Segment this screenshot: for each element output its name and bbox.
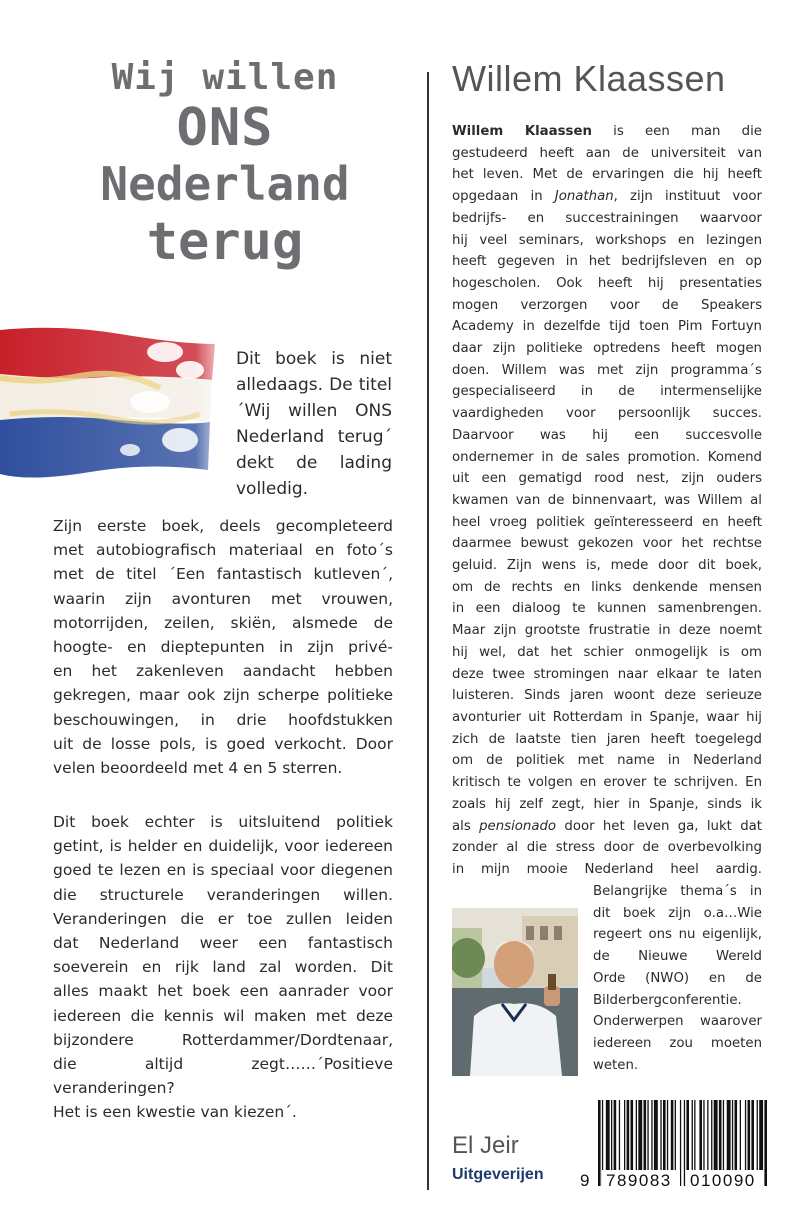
barcode-bar — [719, 1100, 722, 1172]
bio-line: heeft gegeven in het bedrijfsleven en op — [452, 254, 762, 270]
publisher-subtitle: Uitgeverijen — [452, 1166, 544, 1183]
barcode-bar — [727, 1100, 731, 1172]
barcode-bar — [624, 1100, 625, 1172]
barcode-bar — [598, 1100, 601, 1186]
bio-line: heel vroeg politiek geïnteresseerd en heeft — [452, 514, 762, 530]
paragraph-line: hoogte- en dieptepunten in zijn privé- — [53, 638, 393, 657]
barcode-bar — [663, 1100, 666, 1172]
bio-line — [452, 816, 762, 838]
barcode-bar — [631, 1100, 634, 1172]
bio-text: door het leven ga, lukt dat — [556, 818, 762, 834]
barcode-bar — [759, 1100, 763, 1172]
barcode-bar — [714, 1100, 718, 1172]
bio-text: als — [452, 818, 480, 834]
author-bio — [452, 121, 762, 881]
bio-line: daarmee bewust gekozen voor het rechtse — [452, 536, 762, 552]
barcode-bar — [651, 1100, 652, 1172]
themes-text — [593, 881, 762, 1076]
title-line-2: ONS — [176, 98, 274, 158]
bio-line: zonder al die stress door de overbevolking — [452, 840, 762, 856]
barcode-bar — [680, 1100, 681, 1186]
bio-line: bedrijfs- en succestrainingen waarvoor — [452, 210, 762, 226]
themes-line: de Nieuwe Wereld — [593, 949, 762, 965]
bio-line: vaardigheden voor persoonlijk succes. — [452, 406, 762, 422]
paragraph-line: gekregen, maar ook zijn scherpe politieke — [53, 686, 393, 705]
barcode-digits-left: 789083 — [606, 1171, 672, 1190]
bio-line — [452, 186, 762, 208]
bio-line: luisteren. Sinds jaren woont deze serieuze — [452, 688, 762, 704]
barcode-bar — [723, 1100, 724, 1172]
barcode-bar — [757, 1100, 758, 1172]
barcode-bar — [745, 1100, 746, 1172]
bio-line: doen. Willem was met zijn programma´s — [452, 362, 762, 378]
bio-line: uit een gematigd rood nest, zijn ouders — [452, 471, 762, 487]
paragraph-line: motorrijden, zeilen, skiën, alsmede de — [53, 613, 393, 632]
bio-line: hij wel, dat het schier onmogelijk is om — [452, 644, 762, 660]
bio-line: hogescholen. Ook heeft hij presentaties — [452, 275, 762, 291]
barcode-bar — [606, 1100, 610, 1172]
paragraph-line: goed te lezen en is speciaal voor diegenen — [53, 861, 393, 880]
paragraph-line: Dit boek echter is uitsluitend politiek — [53, 813, 393, 831]
barcode-bar — [638, 1100, 642, 1172]
barcode-bar — [675, 1100, 676, 1172]
bio-text: , zijn instituut voor — [613, 189, 762, 205]
paragraph-line: velen beoordeeld met 4 en 5 sterren. — [53, 759, 343, 778]
barcode-bar — [699, 1100, 702, 1172]
barcode-bar — [764, 1100, 767, 1186]
bio-line — [452, 121, 762, 143]
isbn-barcode — [576, 1100, 776, 1192]
barcode-bar — [660, 1100, 661, 1172]
bio-line: Maar zijn grootste frustratie in deze noemt — [452, 623, 762, 639]
paragraph-line: Veranderingen die er toe zullen leiden — [53, 909, 393, 928]
barcode-bar — [740, 1100, 741, 1172]
barcode-bar — [684, 1100, 685, 1186]
paragraph-this-book — [53, 810, 393, 1125]
bio-line: het leven. Met de ervaringen die hij heeft — [452, 167, 762, 183]
bio-line: deze twee stromingen naar elkaar te laten — [452, 666, 762, 682]
paragraph-line: met autobiografisch materiaal en foto´s — [53, 541, 393, 560]
barcode-bar — [735, 1100, 738, 1172]
paragraph-line: getint, is helder en duidelijk, voor iedereen — [53, 837, 393, 856]
barcode-digits-right: 010090 — [690, 1171, 756, 1190]
barcode-bar — [654, 1100, 658, 1172]
paragraph-line: alles maakt het boek een aanrader voor — [53, 982, 393, 1001]
bio-line: in een dialoog te kunnen samenbrengen. — [452, 601, 762, 617]
intro-line: dekt de lading — [236, 453, 392, 473]
intro-text — [236, 346, 392, 502]
bio-line: gespecialiseerd in de intermenselijke — [452, 384, 762, 400]
paragraph-line: en het zakenleven aandacht hebben — [53, 662, 393, 681]
title-line-4: terug — [146, 212, 304, 272]
intro-line: Nederland terug´ — [236, 427, 392, 447]
barcode-bar — [636, 1100, 637, 1172]
paragraph-line: dat Nederland weer een fantastisch — [53, 934, 393, 953]
barcode-bar — [751, 1100, 754, 1172]
paragraph-line: Het is een kwestie van kiezen´. — [53, 1103, 297, 1122]
column-divider — [427, 72, 429, 1190]
barcode-bar — [627, 1100, 630, 1172]
barcode-bar — [667, 1100, 668, 1172]
barcode-bar — [703, 1100, 704, 1172]
bio-line: kritisch te volgen en erover te schrijven. En — [452, 775, 762, 791]
barcode-bar — [711, 1100, 712, 1172]
bio-line: daar zijn politieke optredens heeft mogen — [452, 341, 762, 357]
barcode-bar — [644, 1100, 647, 1172]
publisher-name: El Jeir — [452, 1132, 519, 1159]
bio-line: Academy in dezelfde tijd toen Pim Fortuyn — [452, 319, 762, 335]
dutch-flag-image — [0, 322, 230, 492]
intro-line: ´Wij willen ONS — [236, 401, 392, 421]
bio-line: mogen verzorgen voor de Speakers — [452, 297, 762, 313]
barcode-bar — [732, 1100, 733, 1172]
barcode-digit-first: 9 — [580, 1171, 590, 1190]
bio-line: om de rechts en links denkende mensen — [452, 579, 762, 595]
themes-line: dit boek zijn o.a…Wie — [593, 905, 762, 921]
paragraph-line: die structurele veranderingen willen. — [53, 885, 393, 904]
bio-text: opgedaan in — [452, 189, 555, 205]
paragraph-line: iedereen die kennis wil maken met deze — [53, 1006, 393, 1025]
paragraph-line: Zijn eerste boek, deels gecompleteerd — [53, 517, 393, 535]
themes-line: regeert ons nu eigenlijk, — [593, 927, 762, 943]
bio-line: ondernemer in de sales promotion. Komend — [452, 449, 762, 465]
paragraph-line: waarin zijn avonturen met vrouwen, — [53, 589, 393, 608]
title-line-1: Wij willen — [111, 57, 339, 98]
paragraph-first-book — [53, 514, 393, 780]
paragraph-line: beschouwingen, in drie hoofdstukken — [53, 710, 393, 729]
bio-pensionado: pensionado — [479, 818, 557, 834]
bio-line: kwamen van de binnenvaart, was Willem al — [452, 492, 762, 508]
bio-line: zoals hij zelf zegt, hier in Spanje, sinds ik — [452, 796, 762, 812]
bio-text: is een man die — [591, 124, 762, 139]
barcode-bar — [748, 1100, 751, 1172]
bio-line: in mijn mooie Nederland heel aardig. — [452, 861, 762, 877]
book-title — [30, 56, 420, 272]
bio-line: hij veel seminars, workshops en lezingen — [452, 232, 762, 248]
barcode-bar — [619, 1100, 620, 1172]
bio-author-name: Willem Klaassen — [452, 124, 592, 139]
barcode-bar — [694, 1100, 695, 1172]
paragraph-line: uit de losse pols, is goed verkocht. Door — [53, 734, 393, 753]
themes-line: weten. — [593, 1057, 639, 1073]
bio-line: om de politiek met name in Nederland — [452, 753, 762, 769]
bio-line: Daarvoor was hij een succesvolle — [452, 427, 762, 443]
bio-line: avonturier uit Rotterdam in Spanje, waar hij — [452, 709, 762, 725]
author-heading: Willem Klaassen — [452, 58, 726, 99]
themes-line: iedereen zou moeten — [593, 1035, 762, 1051]
intro-line: Dit boek is niet — [236, 349, 392, 369]
author-photo — [452, 908, 578, 1076]
intro-line: alledaags. De titel — [236, 375, 392, 395]
themes-line: Orde (NWO) en de — [593, 970, 762, 986]
barcode-bar — [707, 1100, 708, 1172]
themes-line: Belangrijke thema´s in — [593, 884, 762, 899]
barcode-bar — [671, 1100, 674, 1172]
bio-line: zich de laatste tien jaren heeft toegelegd — [452, 731, 762, 747]
paragraph-line: met de titel ´Een fantastisch kutleven´, — [53, 565, 393, 584]
barcode-bar — [611, 1100, 612, 1172]
themes-line: Bilderbergconferentie. — [593, 992, 742, 1008]
intro-line: volledig. — [236, 479, 309, 499]
bio-institute-name: Jonathan — [554, 189, 614, 205]
paragraph-line: die altijd zegt……´Positieve veranderingen? — [53, 1055, 393, 1098]
barcode-bar — [692, 1100, 693, 1172]
bio-line: gestudeerd heeft aan de universiteit van — [452, 145, 762, 161]
paragraph-line: soeverein en rijk land zal worden. Dit — [53, 958, 393, 977]
bio-line: geluid. Zijn wens is, mede door dit boek, — [452, 558, 762, 574]
title-line-3: Nederland — [100, 157, 350, 211]
themes-line: Onderwerpen waarover — [593, 1014, 762, 1030]
barcode-bar — [647, 1100, 648, 1172]
barcode-bar — [614, 1100, 617, 1172]
paragraph-line: bijzondere Rotterdammer/Dordtenaar, — [53, 1030, 393, 1049]
